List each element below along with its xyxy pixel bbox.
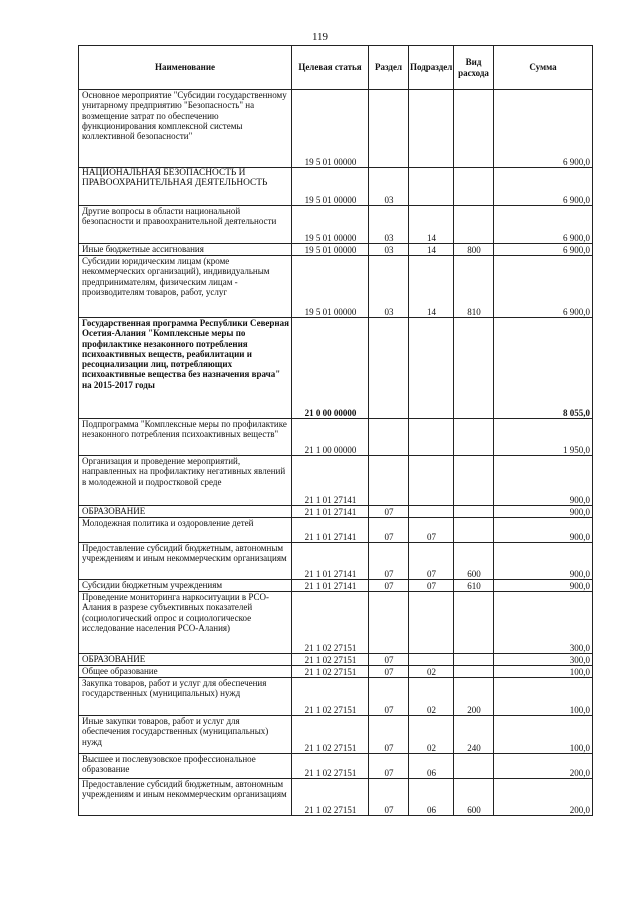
cell-target: 21 1 02 27151: [292, 592, 369, 654]
cell-subsection: [409, 90, 454, 168]
table-row: [79, 206, 593, 244]
cell-expense: 600: [454, 543, 494, 580]
cell-subsection: [409, 419, 454, 456]
cell-subsection: 14: [409, 256, 454, 318]
cell-expense: [454, 754, 494, 779]
cell-name: НАЦИОНАЛЬНАЯ БЕЗОПАСНОСТЬ И ПРАВООХРАНИТЕЛЬНАЯ ДЕЯТЕЛЬНОСТЬ: [79, 168, 292, 206]
cell-expense: [454, 419, 494, 456]
cell-section: 07: [369, 678, 409, 716]
cell-name: Субсидии юридическим лицам (кроме некоммерческих организаций), индивидуальным предпринимателям, физическим лицам - производителям товаров, работ, услуг: [79, 256, 292, 318]
cell-sum: 900,0: [494, 518, 593, 543]
table-row: [79, 716, 593, 754]
table-row: [79, 580, 593, 592]
cell-section: 03: [369, 256, 409, 318]
cell-expense: [454, 506, 494, 518]
table-row: [79, 256, 593, 318]
table-row: [79, 506, 593, 518]
cell-subsection: 07: [409, 518, 454, 543]
cell-expense: 800: [454, 244, 494, 256]
cell-sum: 200,0: [494, 754, 593, 779]
cell-name: Организация и проведение мероприятий, направленных на профилактику негативных явлений в молодежной и подростковой среде: [79, 456, 292, 506]
cell-section: 03: [369, 168, 409, 206]
cell-target: 21 1 01 27141: [292, 580, 369, 592]
cell-name: Проведение мониторинга наркоситуации в РСО-Алания в разрезе субъективных показателей (социологический опрос и социологическое исследование населения РСО-Алания): [79, 592, 292, 654]
cell-expense: 600: [454, 779, 494, 816]
table-row: [79, 244, 593, 256]
cell-name: Субсидии бюджетным учреждениям: [79, 580, 292, 592]
cell-name: ОБРАЗОВАНИЕ: [79, 506, 292, 518]
cell-target: 21 1 01 27141: [292, 543, 369, 580]
cell-subsection: 07: [409, 580, 454, 592]
cell-target: 21 0 00 00000: [292, 318, 369, 419]
cell-expense: [454, 592, 494, 654]
cell-subsection: 06: [409, 754, 454, 779]
page-number: 119: [311, 31, 329, 43]
cell-target: 21 1 02 27151: [292, 678, 369, 716]
cell-target: 19 5 01 00000: [292, 90, 369, 168]
table-row: [79, 318, 593, 419]
cell-name: Иные бюджетные ассигнования: [79, 244, 292, 256]
header-name: Наименование: [79, 46, 292, 90]
cell-target: 21 1 01 27141: [292, 506, 369, 518]
cell-expense: [454, 168, 494, 206]
cell-section: 07: [369, 666, 409, 678]
cell-section: 07: [369, 654, 409, 666]
cell-subsection: 14: [409, 244, 454, 256]
cell-target: 19 5 01 00000: [292, 206, 369, 244]
cell-sum: 200,0: [494, 779, 593, 816]
cell-expense: [454, 318, 494, 419]
cell-section: 07: [369, 543, 409, 580]
header-target: Целевая статья: [292, 46, 369, 90]
cell-target: 19 5 01 00000: [292, 168, 369, 206]
cell-subsection: 14: [409, 206, 454, 244]
cell-sum: 100,0: [494, 666, 593, 678]
cell-subsection: [409, 456, 454, 506]
table-row: [79, 666, 593, 678]
cell-name: Основное мероприятие "Субсидии государственному унитарному предприятию "Безопасность" на возмещение затрат по обеспечению функционирования комплексной системы коллективной безопасности": [79, 90, 292, 168]
cell-section: 07: [369, 518, 409, 543]
cell-target: 21 1 02 27151: [292, 654, 369, 666]
cell-name: Молодежная политика и оздоровление детей: [79, 518, 292, 543]
cell-sum: 900,0: [494, 456, 593, 506]
cell-section: 07: [369, 754, 409, 779]
table-row: [79, 654, 593, 666]
table-row: [79, 592, 593, 654]
cell-subsection: [409, 654, 454, 666]
cell-sum: 900,0: [494, 506, 593, 518]
cell-sum: 8 055,0: [494, 318, 593, 419]
header-section: Раздел: [369, 46, 409, 90]
cell-subsection: 07: [409, 543, 454, 580]
table-row: [79, 518, 593, 543]
cell-sum: 900,0: [494, 580, 593, 592]
cell-name: ОБРАЗОВАНИЕ: [79, 654, 292, 666]
cell-target: 21 1 02 27151: [292, 716, 369, 754]
cell-section: [369, 592, 409, 654]
table-row: [79, 543, 593, 580]
table-row: [79, 90, 593, 168]
cell-target: 19 5 01 00000: [292, 256, 369, 318]
cell-section: [369, 456, 409, 506]
cell-subsection: 02: [409, 678, 454, 716]
cell-sum: 900,0: [494, 543, 593, 580]
cell-sum: 1 950,0: [494, 419, 593, 456]
cell-subsection: [409, 592, 454, 654]
header-subsection: Подраздел: [409, 46, 454, 90]
header-expense: Вид расхода: [454, 46, 494, 90]
cell-section: 07: [369, 506, 409, 518]
cell-sum: 100,0: [494, 678, 593, 716]
cell-sum: 6 900,0: [494, 90, 593, 168]
cell-section: 07: [369, 779, 409, 816]
cell-section: [369, 90, 409, 168]
cell-name: Предоставление субсидий бюджетным, автономным учреждениям и иным некоммерческим организациям: [79, 779, 292, 816]
cell-target: 21 1 01 27141: [292, 518, 369, 543]
cell-expense: 200: [454, 678, 494, 716]
table-row: [79, 456, 593, 506]
cell-subsection: [409, 318, 454, 419]
cell-target: 21 1 00 00000: [292, 419, 369, 456]
table-row: [79, 168, 593, 206]
cell-expense: 610: [454, 580, 494, 592]
cell-expense: [454, 654, 494, 666]
cell-sum: 300,0: [494, 592, 593, 654]
cell-name: Иные закупки товаров, работ и услуг для обеспечения государственных (муниципальных) нужд: [79, 716, 292, 754]
cell-sum: 100,0: [494, 716, 593, 754]
cell-section: 03: [369, 206, 409, 244]
cell-subsection: [409, 168, 454, 206]
cell-name: Подпрограмма "Комплексные меры по профилактике незаконного потребления психоактивных веществ": [79, 419, 292, 456]
cell-section: 03: [369, 244, 409, 256]
cell-subsection: 06: [409, 779, 454, 816]
table-header-row: [79, 46, 593, 90]
cell-subsection: 02: [409, 666, 454, 678]
cell-sum: 6 900,0: [494, 206, 593, 244]
cell-sum: 6 900,0: [494, 168, 593, 206]
cell-section: 07: [369, 716, 409, 754]
cell-subsection: 02: [409, 716, 454, 754]
cell-sum: 6 900,0: [494, 256, 593, 318]
cell-name: Государственная программа Республики Северная Осетия-Алания "Комплексные меры по профилактике незаконного потребления психоактивных веществ, реабилитации и ресоциализации лиц, потребляющих психоактивные вещества без назначения врача" на 2015-2017 годы: [79, 318, 292, 419]
cell-expense: [454, 518, 494, 543]
cell-expense: [454, 206, 494, 244]
cell-section: 07: [369, 580, 409, 592]
cell-name: Другие вопросы в области национальной безопасности и правоохранительной деятельности: [79, 206, 292, 244]
cell-section: [369, 318, 409, 419]
cell-target: 21 1 02 27151: [292, 666, 369, 678]
table-row: [79, 678, 593, 716]
table-row: [79, 779, 593, 816]
cell-sum: 300,0: [494, 654, 593, 666]
cell-name: Закупка товаров, работ и услуг для обеспечения государственных (муниципальных) нужд: [79, 678, 292, 716]
cell-sum: 6 900,0: [494, 244, 593, 256]
table-row: [79, 754, 593, 779]
cell-target: 21 1 02 27151: [292, 779, 369, 816]
cell-subsection: [409, 506, 454, 518]
cell-expense: [454, 666, 494, 678]
table-row: [79, 419, 593, 456]
cell-target: 21 1 02 27151: [292, 754, 369, 779]
cell-name: Общее образование: [79, 666, 292, 678]
header-sum: Сумма: [494, 46, 593, 90]
budget-table: [78, 45, 593, 816]
cell-expense: [454, 456, 494, 506]
cell-name: Предоставление субсидий бюджетным, автономным учреждениям и иным некоммерческим организациям: [79, 543, 292, 580]
cell-target: 19 5 01 00000: [292, 244, 369, 256]
cell-expense: 240: [454, 716, 494, 754]
cell-expense: [454, 90, 494, 168]
cell-target: 21 1 01 27141: [292, 456, 369, 506]
cell-section: [369, 419, 409, 456]
cell-name: Высшее и послевузовское профессиональное образование: [79, 754, 292, 779]
cell-expense: 810: [454, 256, 494, 318]
